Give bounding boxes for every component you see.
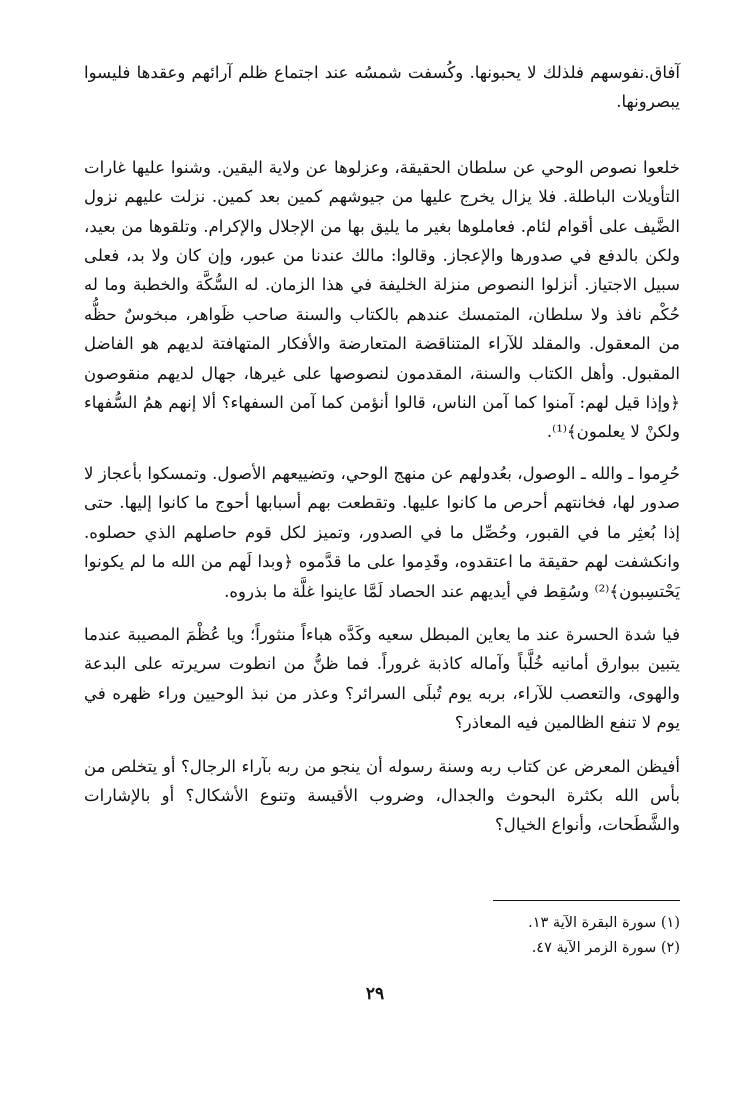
footnote-2: (٢) سورة الزمر الآية ٤٧. [531, 940, 680, 956]
footnote-1: (١) سورة البقرة الآية ١٣. [528, 915, 680, 931]
paragraph-5: أفيظن المعرض عن كتاب ربه وسنة رسوله أن ينجو من ربه بآراء الرجال؟ أو يتخلص من بأس الله بكثرة البحوث والجدال، وضروب الأقيسة وتنوع الأشكال؟ أو بالإشارات والشَّطَحات، وأنواع الخيال؟ [84, 756, 680, 835]
page-body [84, 58, 680, 840]
paragraph-2: خلعوا نصوص الوحي عن سلطان الحقيقة، وعزلوها عن ولاية اليقين. وشنوا عليها غارات التأويلات الباطلة. فلا يزال يخرج عليها من جيوشهم كمين بعد كمين. نزلت عليهم نزول الضَّيف على أقوام لئام. فعاملوها بغير ما يليق بها من الإجلال والإكرام. وتلقوها من بعيد، ولكن بالدفع في صدورها والإعجاز. وقالوا: مالك عندنا من عبور، وإن كان ولا بد، فعلى سبيل الاجتياز. أنزلوا النصوص منزلة الخليفة في هذا الزمان. له السُّكَّة والخطبة وما له حُكْم نافذ ولا سلطان، المتمسك عندهم بالكتاب والسنة صاحب ظَواهر، مبخوسٌ حظُّه من المعقول. والمقلد للآراء المتناقضة المتعارضة والأفكار المتهافتة لديهم هو الفاضل المقبول. وأهل الكتاب والسنة، المقدمون لنصوصها على غيرها، جهال لديهم منقوصون ﴿وإذا قيل لهم: آمنوا كما آمن الناس، قالوا أنؤمن كما آمن السفهاء؟ ألا إنهم همُ السُّفهاء ولكنْ لا يعلمون﴾⁽¹⁾. [84, 157, 680, 442]
page-number: ٢٩ [365, 984, 385, 1004]
footnote-divider [493, 900, 680, 901]
footnotes [84, 900, 680, 961]
paragraph-1: آفاق.نفوسهم فلذلك لا يحبونها. وكُسفت شمسُه عند اجتماع ظلم آرائهم وعقدها فليسوا يبصرونها. [84, 63, 680, 112]
paragraph-4: فيا شدة الحسرة عند ما يعاين المبطل سعيه وكَدَّه هباءاً منثوراً؛ ويا عُظْمَ المصيبة عندما يتبين ببوارق أمانيه خُلَّباً وآماله كاذبة غروراً. فما ظنُّ من انطوت سريرته على البدعة والهوى، والتعصب للآراء، بربه يوم تُبلَى السرائر؟ وعذر من نبذ الوحيين وراء ظهره في يوم لا تنفع الظالمين فيه المعاذر؟ [84, 624, 680, 733]
paragraph-3: حُرِموا ـ والله ـ الوصول، بعُدولهم عن منهج الوحي، وتضييعهم الأصول. وتمسكوا بأعجاز لا صدور لها، فخانتهم أحرص ما كانوا عليها. وتقطعت بهم أسبابها أحوج ما كانوا إليها. حتى إذا بُعثِر ما في القبور، وحُصِّل ما في الصدور، وتميز لكل قوم حاصلهم الذي حصلوه. وانكشفت لهم حقيقة ما اعتقدوه، وقَدِموا على ما قدَّموه ﴿وبدا لَهم من الله ما لم يكونوا يَحْتسِبون﴾⁽²⁾ وسُقِط في أيديهم عند الحصاد لَمَّا عاينوا غلَّة ما بذروه. [84, 463, 680, 601]
